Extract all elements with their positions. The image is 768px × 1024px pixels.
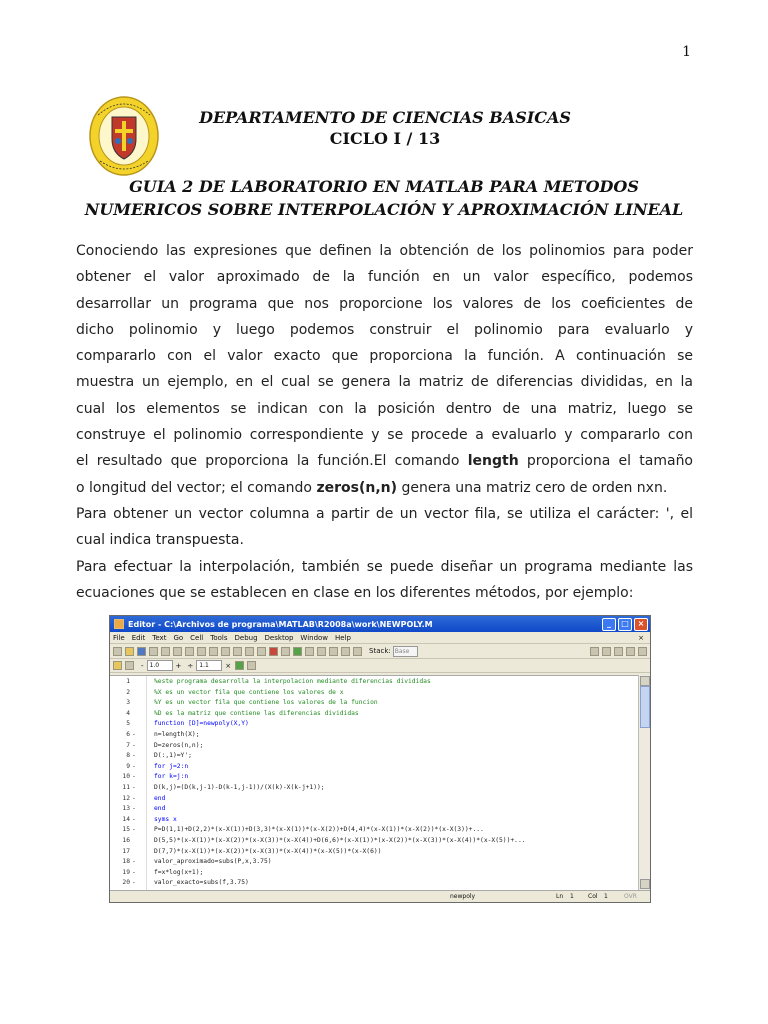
line-number: 4 <box>126 709 130 717</box>
paragraph-line <box>76 475 693 501</box>
code-text: n=length(X); <box>154 731 200 738</box>
status-col: 1 <box>604 893 608 900</box>
executable-marker: - <box>132 784 136 791</box>
line-number: 12 <box>122 794 130 802</box>
status-mode: OVR <box>624 893 637 900</box>
executable-marker: - <box>132 826 136 834</box>
line-number: 3 <box>126 699 130 707</box>
line-number: 10 <box>122 773 130 781</box>
executable-marker: - <box>132 879 136 887</box>
menu-debug[interactable]: Debug <box>234 633 258 642</box>
editor-titlebar <box>110 616 650 632</box>
code-text: end <box>154 805 166 813</box>
new-file-icon[interactable] <box>113 647 122 656</box>
minimize-button[interactable]: _ <box>602 618 616 631</box>
scroll-thumb[interactable] <box>640 686 650 728</box>
exit-debug-icon[interactable] <box>353 647 362 656</box>
maximize-button[interactable]: □ <box>618 618 632 631</box>
code-text: end <box>154 794 166 802</box>
executable-marker: - <box>132 794 136 802</box>
paragraph-line: ecuaciones que se establecen en clase en los diferentes métodos, por ejemplo: <box>76 584 634 601</box>
cell-plus[interactable]: + <box>175 661 182 670</box>
cell-value-input-1[interactable]: 1.0 <box>147 660 173 671</box>
menu-tools[interactable]: Tools <box>210 633 228 642</box>
continue-icon[interactable] <box>341 647 350 656</box>
document-header <box>170 107 600 149</box>
text-run: proporciona el tamaño <box>518 453 694 470</box>
paragraph-line: cual los elementos se indican con la posición dentro de una matriz, luego se <box>76 400 693 417</box>
code-text: D(7,7)*(x-X(1))*(x-X(2))*(x-X(3))*(x-X(4))*(x-X(5))*(x-X(6)) <box>154 847 382 855</box>
step-icon[interactable] <box>305 647 314 656</box>
code-text: %X es un vector fila que contiene los valores de x <box>154 688 344 696</box>
paragraph-line: desarrollar un programa que nos proporcione los valores de los coeficientes de <box>76 295 693 312</box>
run-icon[interactable] <box>293 647 302 656</box>
paragraph-line <box>76 448 693 474</box>
close-button[interactable]: × <box>634 618 648 631</box>
code-text: for k=j:n <box>154 773 189 781</box>
paragraph-line: obtener el valor aproximado de la función en un valor específico, podemos <box>76 269 693 286</box>
title-line-1: GUIA 2 DE LABORATORIO EN MATLAB PARA METODOS <box>129 177 639 196</box>
menu-file[interactable]: File <box>113 633 125 642</box>
paragraph-line: dicho polinomio y luego podemos construir el polinomio para evaluarlo y <box>76 321 693 338</box>
copy-icon[interactable] <box>161 647 170 656</box>
body-text <box>76 238 693 606</box>
line-number: 13 <box>122 805 130 813</box>
undo-icon[interactable] <box>185 647 194 656</box>
split-vertical-icon[interactable] <box>614 647 623 656</box>
cell-eval-icon[interactable] <box>125 661 134 670</box>
cut-icon[interactable] <box>149 647 158 656</box>
status-ln: 1 <box>570 893 574 900</box>
stack-select[interactable]: Base <box>393 646 418 657</box>
paste-icon[interactable] <box>173 647 182 656</box>
cell-value-input-2[interactable]: 1.1 <box>196 660 222 671</box>
function-icon[interactable] <box>257 647 266 656</box>
code-text: %Y es un vector fila que contiene los valores de la funcion <box>154 699 378 707</box>
redo-icon[interactable] <box>197 647 206 656</box>
vertical-scrollbar[interactable] <box>638 675 650 890</box>
print-icon[interactable] <box>209 647 218 656</box>
text-run: genera una matriz cero de orden nxn. <box>397 479 668 496</box>
executable-marker: - <box>132 752 136 760</box>
line-number: 14 <box>122 815 130 823</box>
editor-title: Editor - C:\Archivos de programa\MATLAB\R2008a\work\NEWPOLY.M <box>128 619 433 629</box>
executable-marker: - <box>132 741 136 749</box>
paragraph-line: Para obtener un vector columna a partir de un vector fila, se utiliza el carácter: ', el <box>76 505 693 522</box>
line-number: 19 <box>122 868 130 876</box>
paragraph-line: compararlo con el valor exacto que proporciona la función. A continuación se <box>76 348 693 365</box>
dock-icon[interactable] <box>638 647 647 656</box>
cell-minus[interactable]: - <box>141 661 144 670</box>
department-name: DEPARTAMENTO DE CIENCIAS BASICAS <box>199 108 571 127</box>
split-horizontal-icon[interactable] <box>602 647 611 656</box>
code-text: for j=2:n <box>154 762 189 770</box>
menu-help[interactable]: Help <box>335 633 351 642</box>
main-toolbar <box>110 644 650 659</box>
cell-advance-icon[interactable] <box>235 661 244 670</box>
line-number: 1 <box>126 678 130 685</box>
line-number: 9 <box>126 762 130 770</box>
executable-marker: - <box>132 805 136 813</box>
keyword-zeros: zeros(n,n) <box>316 479 398 496</box>
cell-times[interactable]: × <box>225 661 232 670</box>
keyword-length: length <box>467 453 519 470</box>
code-text: %D es la matriz que contiene las diferencias divididas <box>154 709 359 717</box>
code-text: D=zeros(n,n); <box>154 741 204 749</box>
paragraph-line: construye el polinomio correspondiente y se procede a evaluarlo y compararlo con <box>76 427 693 444</box>
cell-mode-icon[interactable] <box>113 661 122 670</box>
open-folder-icon[interactable] <box>125 647 134 656</box>
executable-marker: - <box>132 762 136 770</box>
code-text: syms x <box>154 815 177 823</box>
menu-edit[interactable]: Edit <box>131 633 146 642</box>
title-line-2: NUMERICOS SOBRE INTERPOLACIÓN Y APROXIMACIÓN LINEAL <box>84 200 684 219</box>
line-number: 6 <box>126 731 130 738</box>
find-icon[interactable] <box>221 647 230 656</box>
cell-divide[interactable]: ÷ <box>187 661 194 670</box>
menu-text[interactable]: Text <box>152 633 167 642</box>
float-icon[interactable] <box>626 647 635 656</box>
line-number: 17 <box>122 847 130 855</box>
status-ln-label: Ln <box>556 893 564 900</box>
code-text: D(k,j)=(D(k,j-1)-D(k-1,j-1))/(X(k)-X(k-j+1)); <box>154 784 325 791</box>
executable-marker: - <box>132 773 136 781</box>
paragraph-line: cual indica transpuesta. <box>76 532 244 549</box>
menu-bar <box>110 632 650 644</box>
text-run: o longitud del vector; el comando <box>76 479 317 496</box>
clear-breakpoints-icon[interactable] <box>281 647 290 656</box>
matlab-editor-screenshot <box>109 615 651 903</box>
editor-app-icon <box>114 619 124 629</box>
status-file: newpoly <box>450 893 476 900</box>
executable-marker: - <box>132 868 136 876</box>
line-number: 5 <box>126 720 130 728</box>
breakpoint-icon[interactable] <box>269 647 278 656</box>
line-number: 2 <box>126 688 130 696</box>
university-seal-logo <box>88 95 160 177</box>
paragraph-line: Conociendo las expresiones que definen la obtención de los polinomios para poder <box>76 243 693 259</box>
tile-icon[interactable] <box>590 647 599 656</box>
menu-close-doc-icon[interactable]: × <box>638 633 644 642</box>
text-run: el resultado que proporciona la función.El comando <box>76 453 468 470</box>
document-title <box>76 175 692 221</box>
save-icon[interactable] <box>137 647 146 656</box>
line-number: 11 <box>122 784 130 791</box>
executable-marker: - <box>132 858 136 866</box>
scroll-down-arrow[interactable] <box>640 879 650 889</box>
back-icon[interactable] <box>233 647 242 656</box>
line-number: 18 <box>122 858 130 866</box>
menu-cell[interactable]: Cell <box>190 633 204 642</box>
executable-marker: - <box>132 815 136 823</box>
status-col-label: Col <box>588 893 598 900</box>
stack-label: Stack: <box>369 647 391 655</box>
menu-window[interactable]: Window <box>300 633 329 642</box>
code-text: valor_exacto=subs(f,3.75) <box>154 879 249 887</box>
menu-desktop[interactable]: Desktop <box>264 633 294 642</box>
line-number: 8 <box>126 752 130 760</box>
cell-publish-icon[interactable] <box>247 661 256 670</box>
code-text: D(5,5)*(x-X(1))*(x-X(2))*(x-X(3))*(x-X(4))+D(6,6)*(x-X(1))*(x-X(2))*(x-X(3))*(x-X(4))*(x-X(5))+... <box>154 837 526 844</box>
code-text: f=x*log(x+1); <box>154 868 204 876</box>
page-number: 1 <box>682 44 691 60</box>
paragraph-line: muestra un ejemplo, en el cual se genera la matriz de diferencias divididas, en la <box>76 374 693 391</box>
paragraph-line: Para efectuar la interpolación, también se puede diseñar un programa mediante las <box>76 558 693 575</box>
step-out-icon[interactable] <box>329 647 338 656</box>
scroll-up-arrow[interactable] <box>640 676 650 686</box>
code-text: P=D(1,1)+D(2,2)*(x-X(1))+D(3,3)*(x-X(1))*(x-X(2))+D(4,4)*(x-X(1))*(x-X(2))*(x-X(3))+... <box>154 826 484 834</box>
line-number: 20 <box>122 879 130 887</box>
code-text: valor_aproximado=subs(P,x,3.75) <box>154 858 272 866</box>
code-text: D(:,1)=Y'; <box>154 752 192 760</box>
step-in-icon[interactable] <box>317 647 326 656</box>
code-text: function [D]=newpoly(X,Y) <box>154 720 249 728</box>
cell-toolbar <box>110 659 650 673</box>
line-number: 15 <box>122 826 130 834</box>
executable-marker: - <box>132 731 136 738</box>
line-number: 7 <box>126 741 130 749</box>
line-number: 16 <box>122 837 130 844</box>
menu-go[interactable]: Go <box>173 633 184 642</box>
code-area[interactable] <box>110 675 638 891</box>
status-bar <box>110 890 650 902</box>
code-text: %este programa desarrolla la interpolacion mediante diferencias divididas <box>154 678 431 685</box>
cycle-label: CICLO I / 13 <box>329 129 441 148</box>
forward-icon[interactable] <box>245 647 254 656</box>
